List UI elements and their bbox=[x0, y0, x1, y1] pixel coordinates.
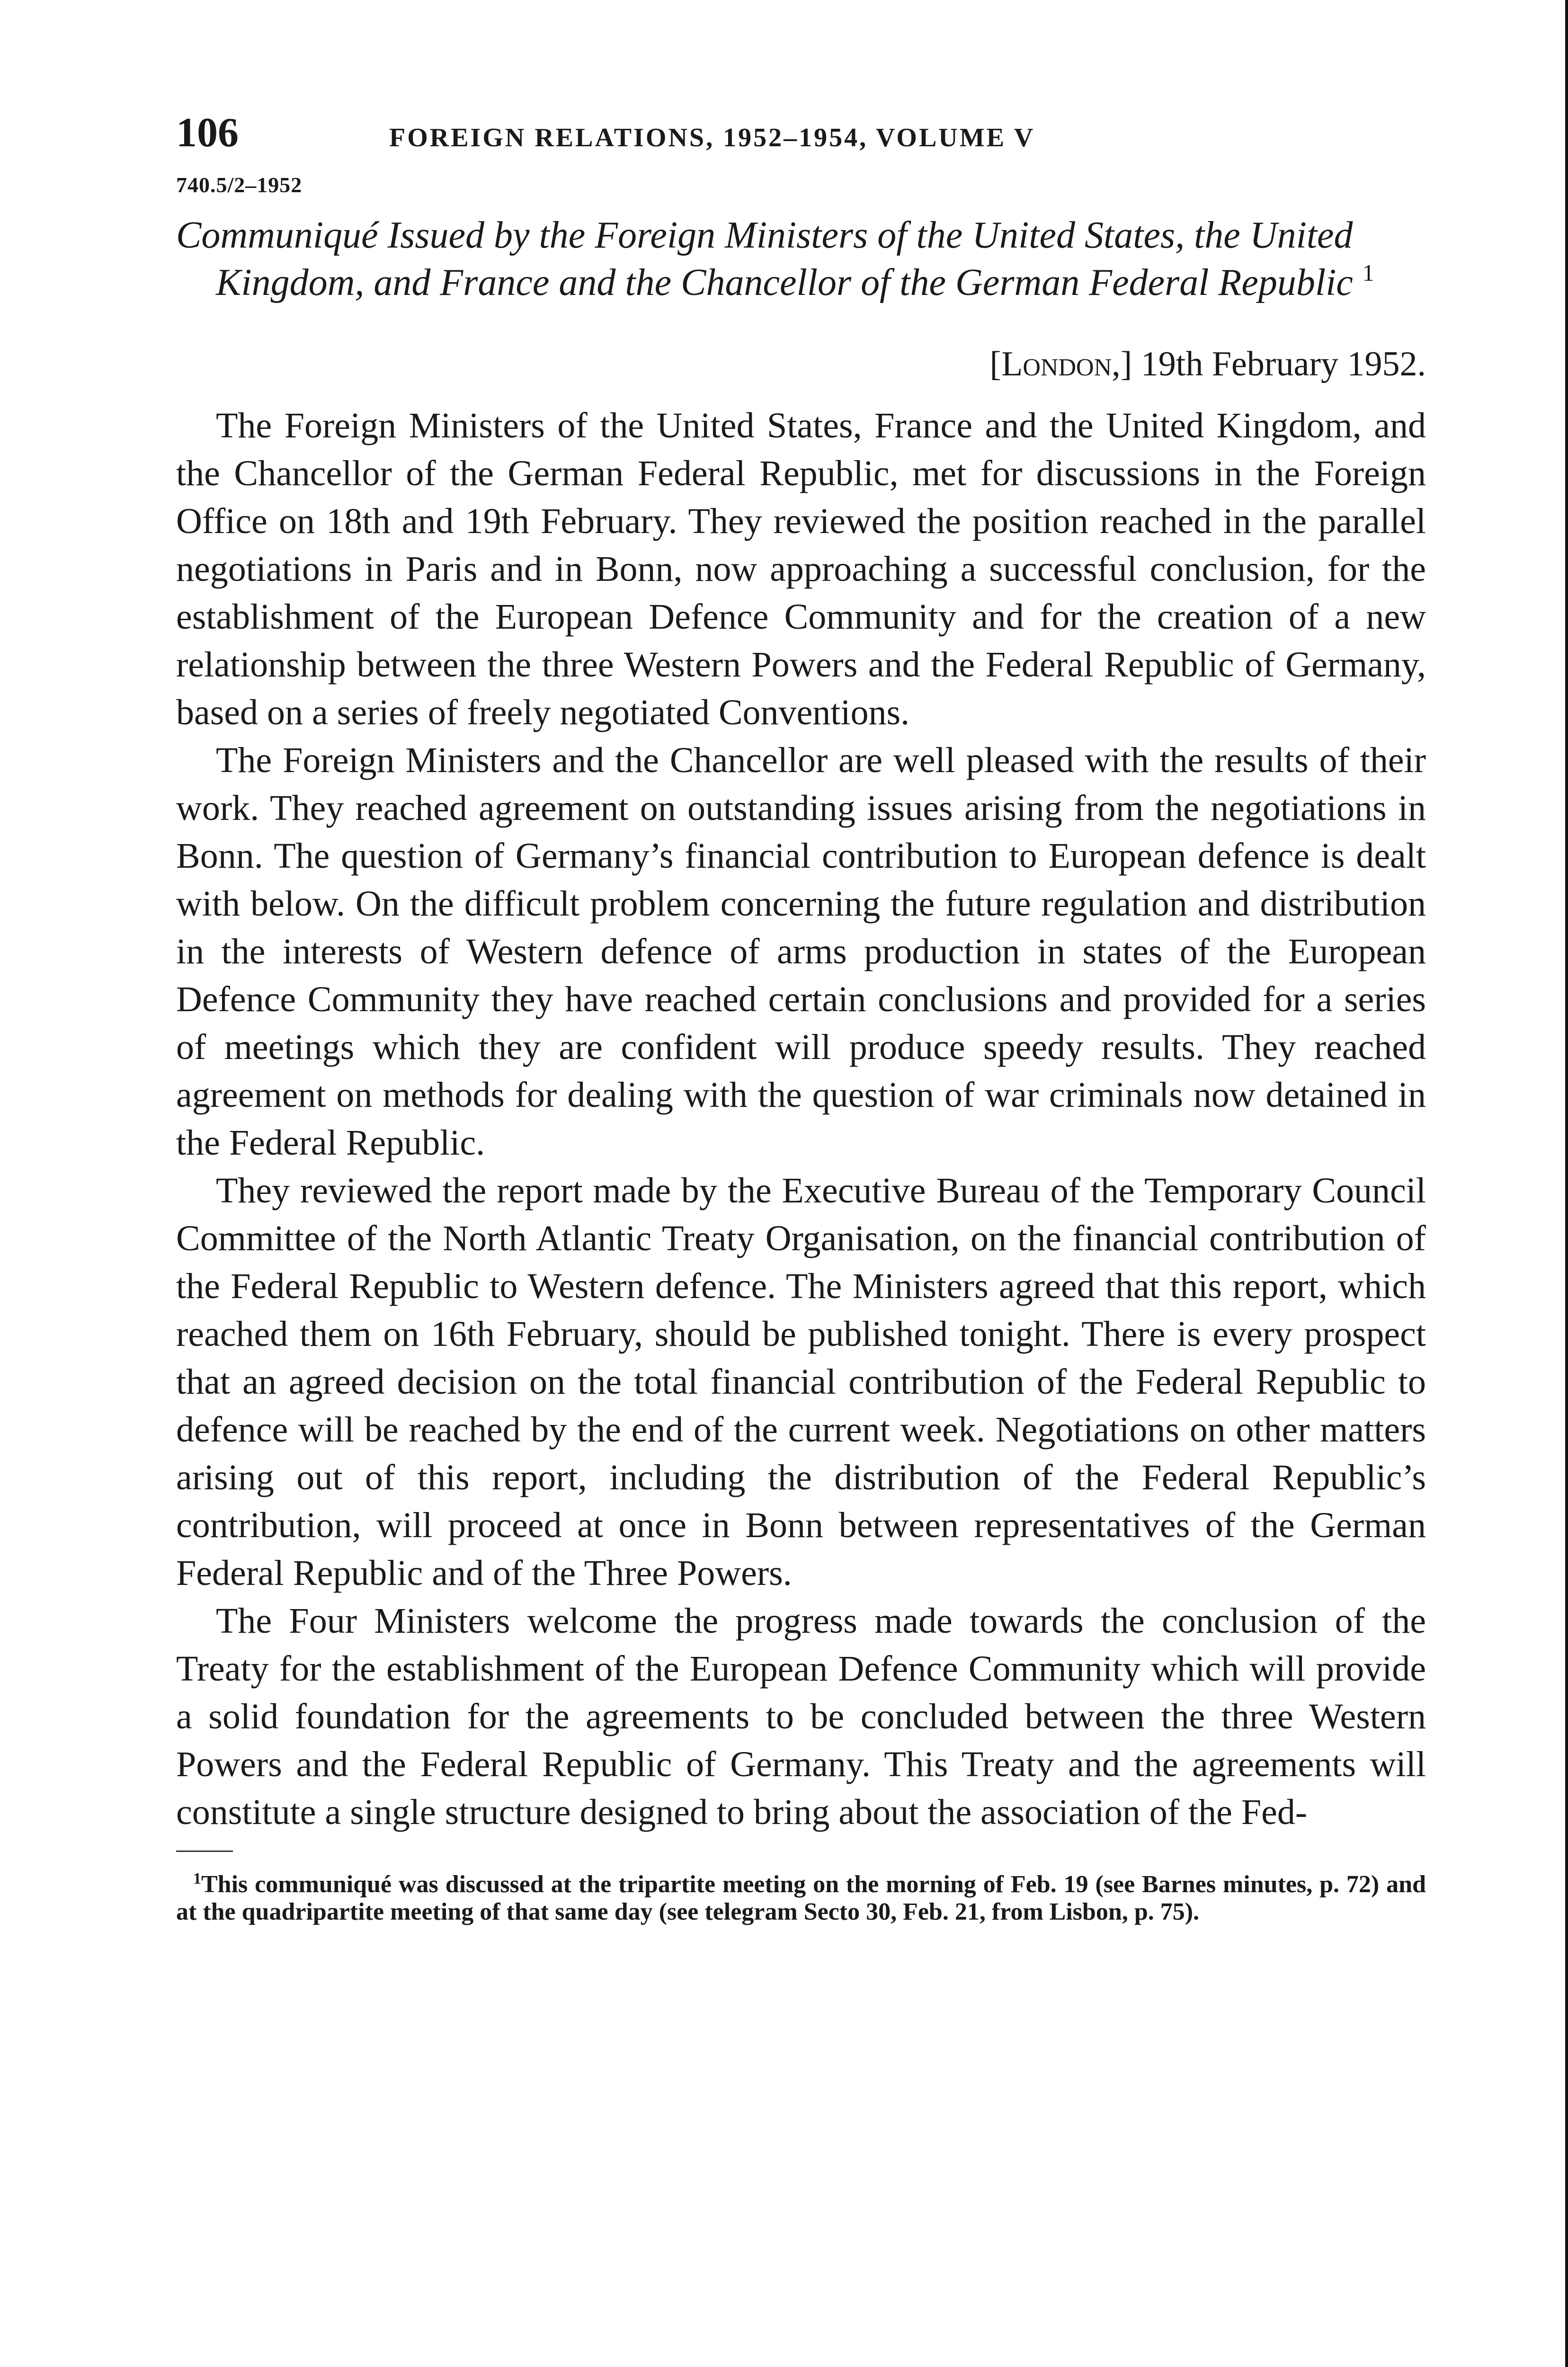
dateline-place: [London,] bbox=[989, 345, 1132, 383]
running-head: FOREIGN RELATIONS, 1952–1954, VOLUME V bbox=[389, 123, 1035, 152]
body-paragraph: The Four Ministers welcome the progress made towards the conclusion of the Treaty for the establishment of the European Defence Community which will provide a solid foundation for the agreements to be concluded between the three Western Powers and the Federal Republic of Germany. This Treaty and the agreements will constitute a single structure designed to bring about the association of the Fed- bbox=[176, 1601, 1426, 1832]
footnote-number: 1 bbox=[193, 1870, 201, 1887]
dateline bbox=[176, 344, 1426, 390]
body-paragraph: The Foreign Ministers of the United States, France and the United Kingdom, and the Chancellor of the German Federal Republic, met for discussions in the Foreign Office on 18th and 19th February. They reviewed the position reached in the parallel negotiations in Paris and in Bonn, now approaching a successful conclusion, for the establishment of the European Defence Community and for the creation of a new relationship between the three Western Powers and the Federal Republic of Germany, based on a series of freely negotiated Conventions. bbox=[176, 406, 1426, 732]
page-edge bbox=[1565, 0, 1568, 2367]
footnote-divider bbox=[176, 1851, 233, 1852]
page-header bbox=[176, 109, 1426, 161]
page-number: 106 bbox=[176, 110, 239, 156]
body-paragraph: They reviewed the report made by the Executive Bureau of the Temporary Council Committee of the North Atlantic Treaty Organisation, on the financial contribution of the Federal Republic to Western defence. The Ministers agreed that this report, which reached them on 16th February, should be published tonight. There is every prospect that an agreed decision on the total financial contribution of the Federal Republic to defence will be reached by the end of the current week. Negotiations on other matters arising out of this report, including the distribution of the Federal Republic’s contribution, will proceed at once in Bonn between representatives of the German Federal Republic and of the Three Powers. bbox=[176, 1171, 1426, 1593]
footnote-marker: 1 bbox=[1362, 259, 1374, 286]
file-reference: 740.5/2–1952 bbox=[176, 173, 303, 197]
document-page bbox=[176, 109, 1426, 1926]
communique-body bbox=[176, 402, 1426, 1836]
footnote bbox=[176, 1871, 1426, 1926]
footnote-text: This communiqué was discussed at the tripartite meeting on the morning of Feb. 19 (see Barnes minutes, p. 72) and at the quadripartite meeting of that same day (see telegram Secto 30, Feb. 21, from Lisbon, p. 75). bbox=[176, 1871, 1426, 1925]
body-paragraph: The Foreign Ministers and the Chancellor are well pleased with the results of their work. They reached agreement on outstanding issues arising from the negotiations in Bonn. The question of Germany’s financial contribution to European defence is dealt with below. On the difficult problem concerning the future regulation and distribution in the interests of Western defence of arms production in states of the European Defence Community they have reached certain conclusions and provided for a series of meetings which they are confident will produce speedy results. They reached agreement on methods for dealing with the question of war criminals now detained in the Federal Republic. bbox=[176, 740, 1426, 1163]
document-title bbox=[176, 212, 1426, 306]
dateline-date: 19th February 1952. bbox=[1140, 345, 1426, 383]
document-title-text: Communiqué Issued by the Foreign Ministers of the United States, the United Kingdom, and France and the Chancellor of the German Federal Republic bbox=[176, 214, 1353, 303]
